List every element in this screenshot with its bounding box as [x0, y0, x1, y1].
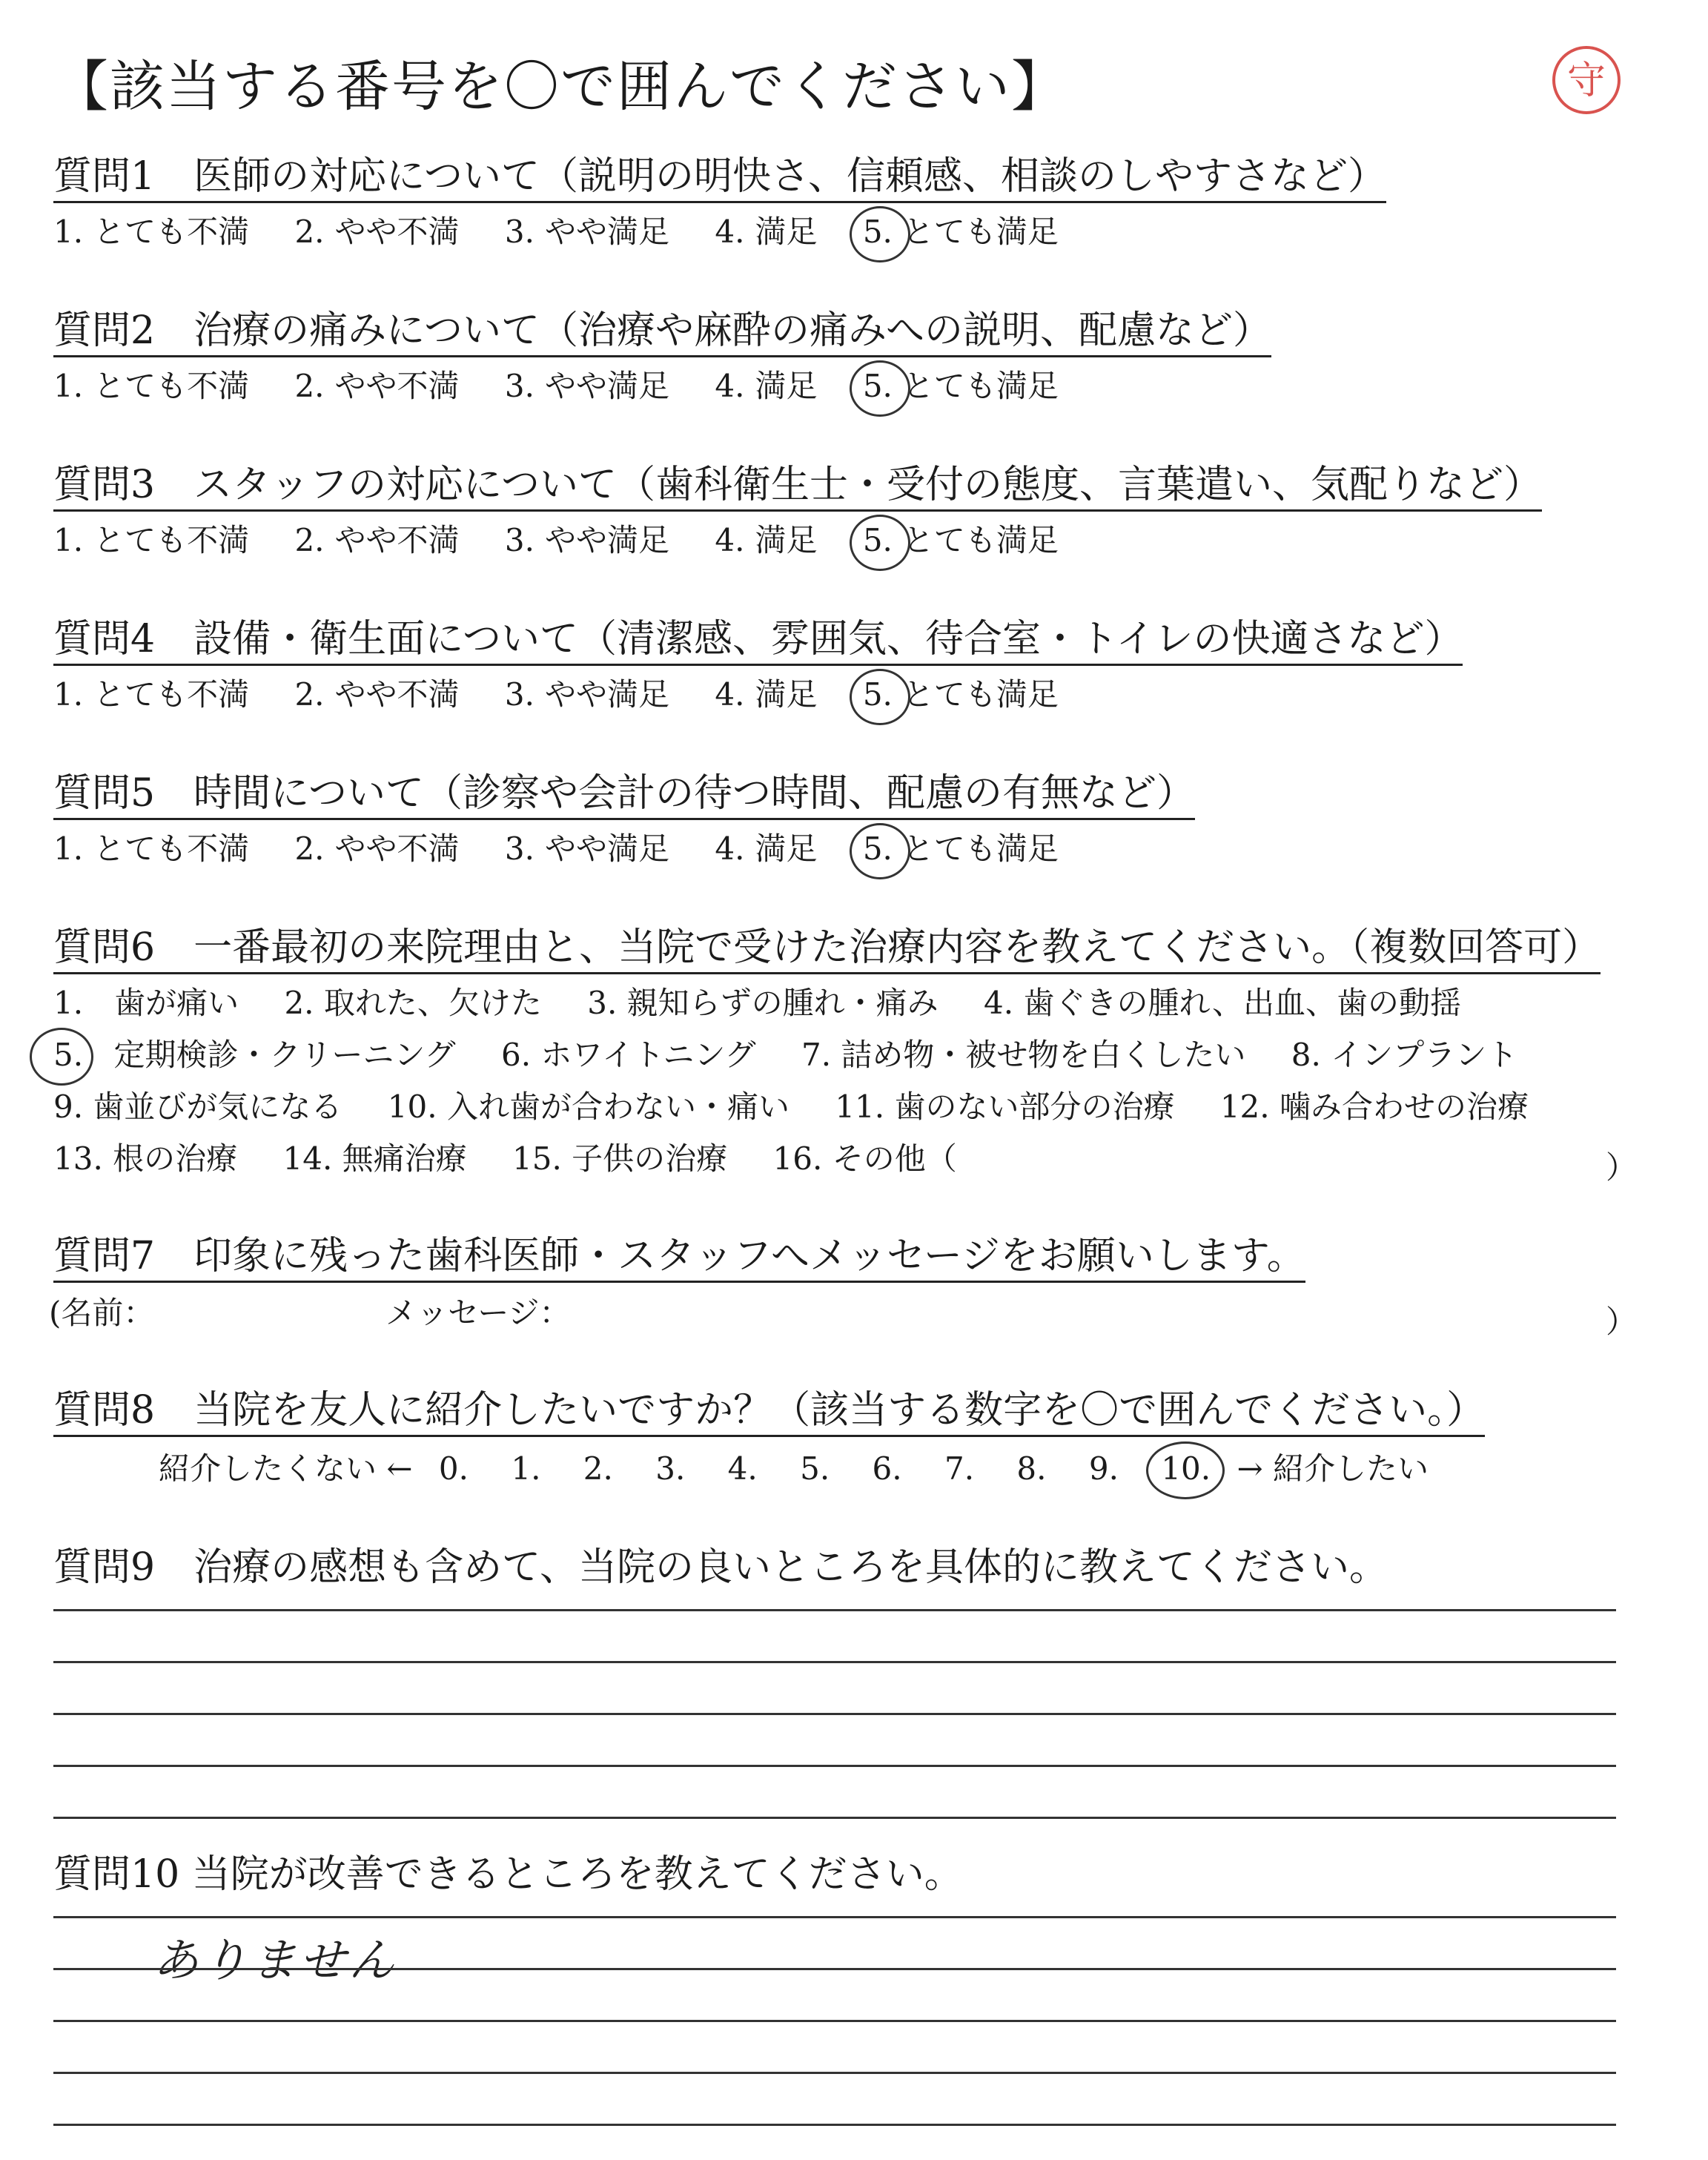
question-3-options — [53, 522, 1094, 558]
question-10-title: 質問10 当院が改善できるところを教えてください。 — [53, 1852, 963, 1897]
q5-option-4[interactable]: 4. 満足 — [715, 830, 818, 867]
q2-option-3[interactable]: 3. やや満足 — [504, 368, 669, 404]
question-3-title: 質問3 スタッフの対応について（歯科衛生士・受付の態度、言葉遣い、気配りなど） — [53, 464, 1542, 512]
q10-answer-line[interactable] — [53, 1916, 1616, 1918]
q6-option-5-number[interactable]: 5. — [53, 1040, 83, 1071]
stamp-character: 守 — [1566, 59, 1606, 103]
hand-drawn-circle — [850, 206, 910, 262]
question-2-title: 質問2 治療の痛みについて（治療や麻酔の痛みへの説明、配慮など） — [53, 310, 1271, 357]
q7-message-label: メッセージ： — [385, 1295, 571, 1331]
question-2-options — [53, 368, 1094, 404]
q4-option-2[interactable]: 2. やや不満 — [294, 676, 460, 713]
q6-option-13[interactable]: 13. 根の治療 — [53, 1140, 238, 1177]
question-6-title: 質問6 一番最初の来院理由と、当院で受けた治療内容を教えてください。（複数回答可） — [53, 927, 1601, 974]
q8-option-8[interactable]: 8. — [1016, 1450, 1047, 1487]
hand-drawn-circle — [850, 823, 910, 879]
question-5-title: 質問5 時間について（診察や会計の待つ時間、配慮の有無など） — [53, 773, 1195, 820]
q7-close-paren: ） — [1606, 1304, 1638, 1340]
q2-option-5[interactable]: 5. とても満足 — [863, 371, 1059, 402]
question-1-title: 質問1 医師の対応について（説明の明快さ、信頼感、相談のしやすさなど） — [53, 156, 1386, 203]
q3-option-3[interactable]: 3. やや満足 — [504, 522, 669, 558]
q5-option-2[interactable]: 2. やや不満 — [294, 830, 460, 867]
q7-name-label: (名前： — [49, 1295, 155, 1331]
q2-option-4[interactable]: 4. 満足 — [715, 368, 818, 404]
q6-option-8[interactable]: 8. インプラント — [1291, 1037, 1518, 1073]
seal-stamp — [1549, 43, 1623, 117]
q10-answer-line[interactable] — [53, 2020, 1616, 2022]
q9-answer-line[interactable] — [53, 1713, 1616, 1715]
q9-answer-line[interactable] — [53, 1817, 1616, 1819]
q6-option-3[interactable]: 3. 親知らずの腫れ・痛み — [587, 985, 939, 1021]
hand-drawn-circle — [850, 515, 910, 571]
q4-option-4[interactable]: 4. 満足 — [715, 676, 818, 713]
q8-option-3[interactable]: 3. — [655, 1450, 686, 1487]
question-7-title: 質問7 印象に残った歯科医師・スタッフへメッセージをお願いします。 — [53, 1235, 1305, 1283]
q3-option-4[interactable]: 4. 満足 — [715, 522, 818, 558]
hand-drawn-circle — [850, 360, 910, 417]
q2-option-2[interactable]: 2. やや不満 — [294, 368, 460, 404]
q4-option-1[interactable]: 1. とても不満 — [53, 676, 250, 713]
question-4-options — [53, 676, 1094, 713]
q6-option-5[interactable]: 定期検診・クリーニング — [113, 1037, 456, 1073]
q6-option-6[interactable]: 6. ホワイトニング — [500, 1037, 756, 1073]
q4-option-3[interactable]: 3. やや満足 — [504, 676, 669, 713]
q5-option-3[interactable]: 3. やや満足 — [504, 830, 669, 867]
q8-option-1[interactable]: 1. — [511, 1450, 541, 1487]
q6-option-11[interactable]: 11. 歯のない部分の治療 — [835, 1089, 1175, 1125]
q8-option-0[interactable]: 0. — [438, 1450, 469, 1487]
q1-option-2[interactable]: 2. やや不満 — [294, 214, 460, 250]
q8-option-9[interactable]: 9. — [1088, 1450, 1119, 1487]
q8-option-6[interactable]: 6. — [872, 1450, 902, 1487]
q3-option-5[interactable]: 5. とても満足 — [863, 525, 1059, 556]
hand-drawn-circle — [850, 669, 910, 725]
q8-option-7[interactable]: 7. — [944, 1450, 975, 1487]
q10-handwritten-answer: ありません — [153, 1933, 398, 1987]
q10-answer-line[interactable] — [53, 1968, 1616, 1970]
q10-answer-line[interactable] — [53, 2072, 1616, 2074]
q9-answer-line[interactable] — [53, 1661, 1616, 1663]
q1-option-3[interactable]: 3. やや満足 — [504, 214, 669, 250]
question-1-options — [53, 214, 1094, 250]
q8-right-label: → 紹介したい — [1237, 1450, 1429, 1487]
q9-answer-line[interactable] — [53, 1765, 1616, 1767]
q6-row-1 — [53, 985, 1497, 1021]
q6-option-16[interactable]: 16. その他（ — [772, 1140, 957, 1177]
hand-drawn-circle — [30, 1028, 93, 1086]
q5-option-5[interactable]: 5. とても満足 — [863, 833, 1059, 865]
q6-option-7[interactable]: 7. 詰め物・被せ物を白くしたい — [801, 1037, 1246, 1073]
q3-option-2[interactable]: 2. やや不満 — [294, 522, 460, 558]
q10-answer-line[interactable] — [53, 2124, 1616, 2126]
hand-drawn-circle — [1146, 1441, 1225, 1499]
q6-option-15[interactable]: 15. 子供の治療 — [512, 1140, 728, 1177]
q6-row-3 — [53, 1091, 1564, 1123]
q6-row-4 — [53, 1140, 993, 1177]
q6-option-2[interactable]: 2. 取れた、欠けた — [284, 985, 542, 1021]
q8-option-2[interactable]: 2. — [583, 1450, 613, 1487]
q8-scale — [159, 1450, 1429, 1487]
q6-row-2 — [53, 1037, 1553, 1073]
q8-option-5[interactable]: 5. — [800, 1450, 830, 1487]
q8-option-10[interactable]: 10. — [1161, 1453, 1211, 1484]
q2-option-1[interactable]: 1. とても不満 — [53, 368, 250, 404]
survey-header: 【該当する番号を〇で囲んでください】 — [53, 55, 1068, 119]
q1-option-4[interactable]: 4. 満足 — [715, 214, 818, 250]
q4-option-5[interactable]: 5. とても満足 — [863, 679, 1059, 710]
question-8-title: 質問8 当院を友人に紹介したいですか？（該当する数字を〇で囲んでください。） — [53, 1390, 1485, 1437]
q6-option-14[interactable]: 14. 無痛治療 — [282, 1140, 467, 1177]
q1-option-5[interactable]: 5. とても満足 — [863, 217, 1059, 248]
q6-option-10[interactable]: 10. 入れ歯が合わない・痛い — [387, 1089, 790, 1125]
question-9-title: 質問9 治療の感想も含めて、当院の良いところを具体的に教えてください。 — [53, 1545, 1388, 1590]
q6-option-12[interactable]: 12. 噛み合わせの治療 — [1219, 1089, 1529, 1125]
question-4-title: 質問4 設備・衛生面について（清潔感、雰囲気、待合室・トイレの快適さなど） — [53, 618, 1463, 666]
q6-option-1[interactable]: 1. 歯が痛い — [53, 985, 239, 1021]
q3-option-1[interactable]: 1. とても不満 — [53, 522, 250, 558]
q8-option-4[interactable]: 4. — [727, 1450, 758, 1487]
q6-close-paren: ） — [1606, 1149, 1638, 1186]
q8-left-label: 紹介したくない ← — [159, 1450, 413, 1487]
q6-option-4[interactable]: 4. 歯ぐきの腫れ、出血、歯の動揺 — [984, 985, 1461, 1021]
q6-option-9[interactable]: 9. 歯並びが気になる — [53, 1089, 342, 1125]
question-5-options — [53, 830, 1094, 867]
q1-option-1[interactable]: 1. とても不満 — [53, 214, 250, 250]
q9-answer-line[interactable] — [53, 1609, 1616, 1611]
q5-option-1[interactable]: 1. とても不満 — [53, 830, 250, 867]
